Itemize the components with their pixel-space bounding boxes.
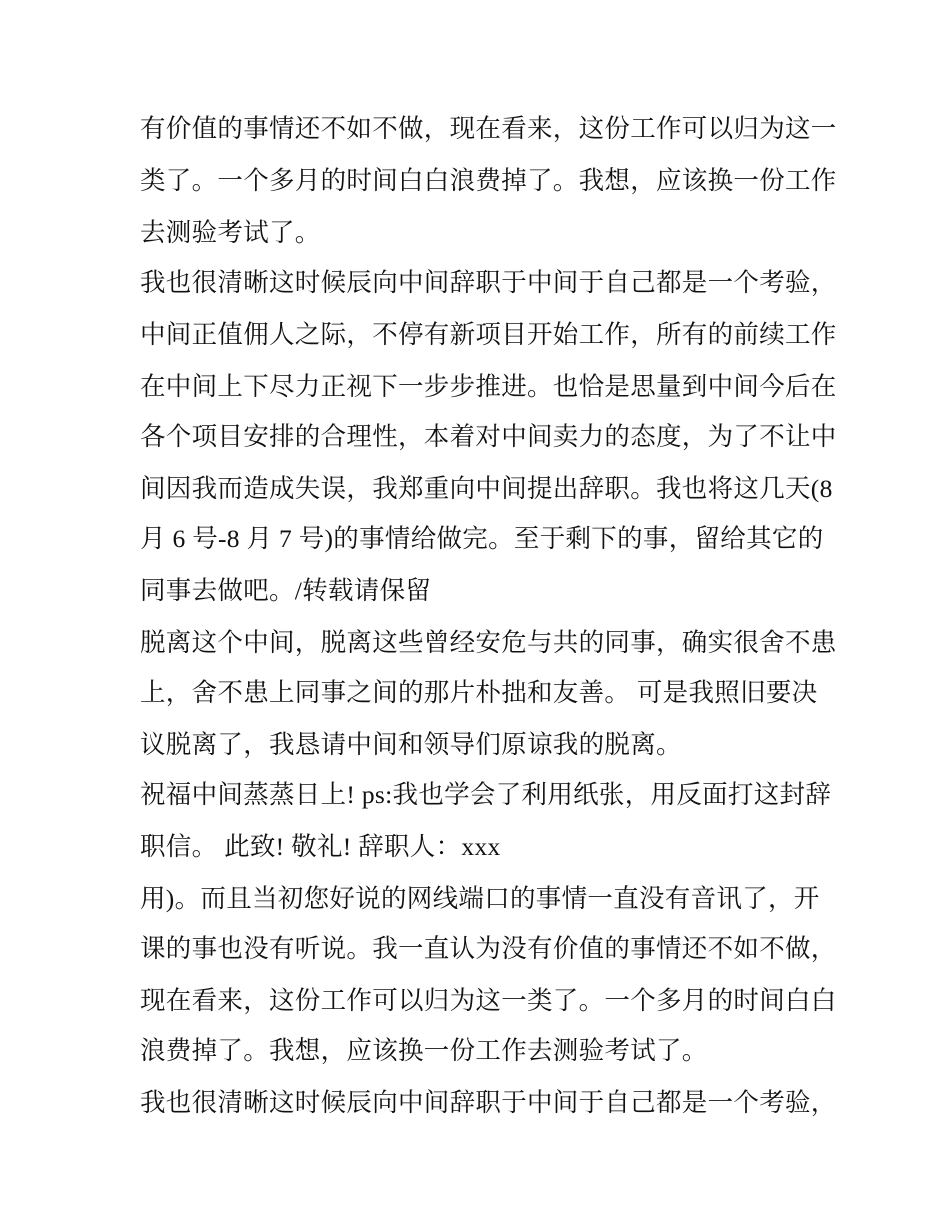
text-line-6: 在中间上下尽力正视下一步步推进。也恰是思量到中间今后在 [140, 372, 837, 401]
text-line-15: 职信。 此致! 敬礼! 辞职人：xxx [140, 832, 501, 861]
text-line-7: 各个项目安排的合理性，本着对中间卖力的态度，为了不让中 [140, 422, 837, 451]
text-line-5: 中间正值佣人之际，不停有新项目开始工作，所有的前续工作 [140, 320, 837, 349]
text-line-18: 现在看来，这份工作可以归为这一类了。一个多月的时间白白 [140, 986, 837, 1015]
text-line-11: 脱离这个中间，脱离这些曾经安危与共的同事，确实很舍不患 [140, 628, 837, 657]
text-line-8: 间因我而造成失误，我郑重向中间提出辞职。我也将这几天(8 [140, 474, 833, 503]
text-line-9: 月 6 号-8 月 7 号)的事情给做完。至于剩下的事，留给其它的 [140, 524, 824, 553]
text-line-4: 我也很清晰这时候辰向中间辞职于中间于自己都是一个考验， [140, 268, 837, 297]
text-line-17: 课的事也没有听说。我一直认为没有价值的事情还不如不做， [140, 934, 837, 963]
text-line-16: 用)。而且当初您好说的网线端口的事情一直没有音讯了，开 [140, 884, 820, 913]
text-line-14: 祝福中间蒸蒸日上! ps:我也学会了利用纸张，用反面打这封辞 [140, 780, 832, 809]
text-line-3: 去测验考试了。 [140, 218, 321, 247]
text-line-1: 有价值的事情还不如不做，现在看来，这份工作可以归为这一 [140, 114, 837, 143]
text-line-13: 议脱离了，我恳请中间和领导们原谅我的脱离。 [140, 730, 682, 759]
text-line-2: 类了。一个多月的时间白白浪费掉了。我想，应该换一份工作 [140, 166, 837, 195]
text-line-10: 同事去做吧。/转载请保留 [140, 576, 432, 605]
text-line-19: 浪费掉了。我想，应该换一份工作去测验考试了。 [140, 1036, 708, 1065]
text-line-12: 上，舍不患上同事之间的那片朴拙和友善。 可是我照旧要决 [140, 678, 818, 707]
text-line-20: 我也很清晰这时候辰向中间辞职于中间于自己都是一个考验， [140, 1088, 837, 1117]
